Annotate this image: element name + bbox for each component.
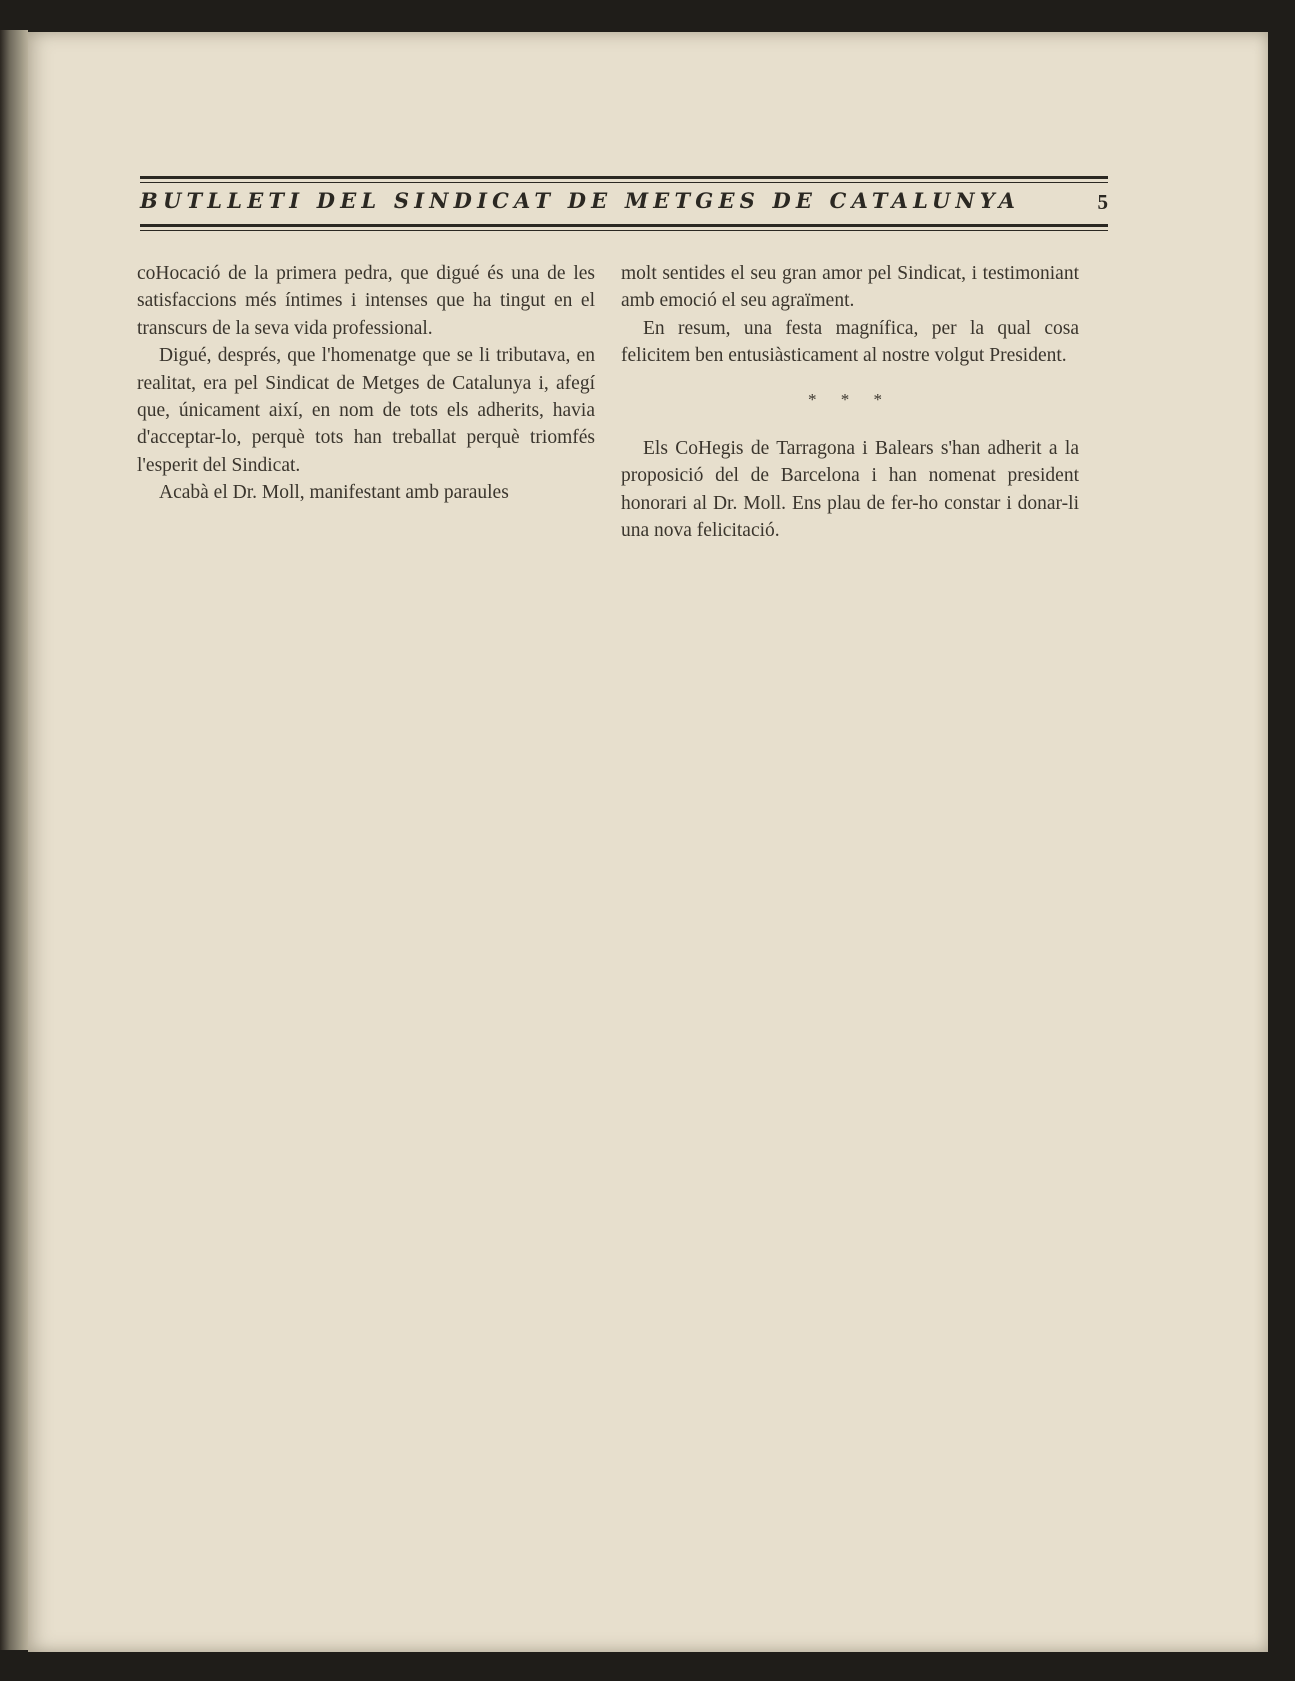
journal-title: BUTLLETI DEL SINDICAT DE METGES DE CATALUNYA <box>140 188 1021 213</box>
paragraph: En resum, una festa magnífica, per la qual cosa felicitem ben entusiàsticament al nostre volgut President. <box>621 317 1079 367</box>
header-rule-bottom-thin <box>140 230 1108 231</box>
page-number: 5 <box>1097 190 1108 214</box>
paragraph: molt sentides el seu gran amor pel Sindicat, i testimoniant amb emoció el seu agraïment. <box>621 263 1079 312</box>
book-spine-edge <box>0 30 28 1650</box>
header-rule-top-thin <box>140 182 1108 183</box>
header-rule-bottom <box>140 224 1108 227</box>
paragraph: Digué, després, que l'homenatge que se li tributava, en realitat, era pel Sindicat de Metges de Catalunya i, afegí que, únicament així, en nom de tots els adherits, havia d'acceptar-lo, perquè tots han treballat perquè triomfés l'esperit del Sindicat. <box>137 345 595 476</box>
header-rule-top <box>140 176 1108 179</box>
right-column <box>621 260 1079 545</box>
section-separator: * * * <box>808 389 892 409</box>
page-sheet <box>28 32 1268 1652</box>
left-column <box>137 260 595 507</box>
running-header <box>140 140 1108 236</box>
paragraph: Els CoHegis de Tarragona i Balears s'han adherit a la proposició del de Barcelona i han nomenat president honorari al Dr. Moll. Ens plau de fer-ho constar i donar-li una nova felicitació. <box>621 438 1079 542</box>
paragraph: coHocació de la primera pedra, que digué és una de les satisfaccions més íntimes i intenses que ha tingut en el transcurs de la seva vida professional. <box>137 263 595 339</box>
paragraph: Acabà el Dr. Moll, manifestant amb paraules <box>159 482 509 504</box>
